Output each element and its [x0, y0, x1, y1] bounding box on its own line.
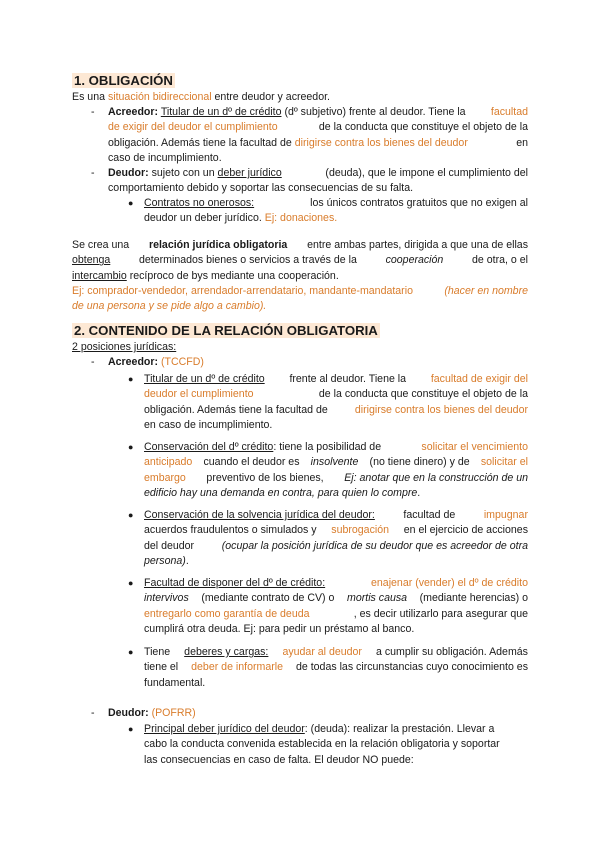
dash-marker: -: [91, 707, 95, 719]
facultad-disponer-item: Facultad de disponer del dº de crédito: enajenar (vender) el dº de crédito intervivos (mediante contrato de CV) o mortis causa (mediante herencias) o entregarlo como garantía de deuda , es decir utilizarlo para asegurar que cumplirá otra deuda. Ej: para pedir un préstamo al banco.: [144, 577, 528, 635]
bullet-marker: ●: [128, 198, 134, 208]
titular-credito-item: Titular de un dº de crédito frente al deudor. Tiene la facultad de exigir del deudor el cumplimiento de la conducta que constituye el objeto de la obligación. Además tiene la facultad de dirigirse contra los bienes del deudor en caso de incumplimiento.: [144, 373, 528, 431]
deberes-cargas-item: Tiene deberes y cargas: ayudar al deudor a cumplir su obligación. Además tiene el deber de informarle de todas las circunstancias cuyo conocimiento es fundamental.: [144, 646, 528, 689]
conservacion-solvencia-item: Conservación de la solvencia jurídica del deudor: facultad de impugnar acuerdos fraudulentos o simulados y subrogación en el ejercicio de acciones del deudor (ocupar la posición jurídica de su deudor que es acreedor de otra persona).: [144, 509, 528, 567]
dash-marker: -: [91, 356, 95, 368]
contratos-no-onerosos: Contratos no onerosos: los únicos contratos gratuitos que no exigen al deudor un deber jurídico. Ej: donaciones.: [144, 197, 528, 225]
acreedor-definition: Acreedor: Titular de un dº de crédito (dº subjetivo) frente al deudor. Tiene la facultad de exigir del deudor el cumplimiento de la conducta que constituye el objeto de la obligación. Además tiene la facultad de dirigirse contra los bienes del deudor en caso de incumplimiento.: [108, 106, 528, 164]
deudor-definition: Deudor: sujeto con un deber jurídico (deuda), que le impone el cumplimiento del comportamiento debido y soportar las consecuencias de su falta.: [108, 167, 528, 195]
intro-paragraph: Es una situación bidireccional entre deudor y acreedor.: [72, 91, 330, 103]
conservacion-credito-item: Conservación del dº crédito: tiene la posibilidad de solicitar el vencimiento anticipado cuando el deudor es insolvente (no tiene dinero) y de solicitar el embargo preventivo de los bienes, Ej: anotar que en la construcción de un edificio hay una demanda en contra, para quien lo compre.: [144, 441, 528, 499]
posiciones-juridicas-label: 2 posiciones jurídicas:: [72, 341, 177, 353]
bullet-marker: ●: [128, 724, 134, 734]
deber-juridico-item: Principal deber jurídico del deudor: (deuda): realizar la prestación. Llevar a cabo la conducta convenida establecida en la relación obligatoria y soportar las consecuencias en caso de falta. El deudor NO puede:: [144, 723, 500, 766]
bullet-marker: ●: [128, 647, 134, 657]
dash-marker: -: [91, 106, 95, 118]
bullet-marker: ●: [128, 442, 134, 452]
deudor-heading: Deudor: (POFRR): [108, 707, 196, 719]
dash-marker: -: [91, 167, 95, 179]
bullet-marker: ●: [128, 510, 134, 520]
relacion-paragraph: Se crea una relación jurídica obligatoria entre ambas partes, dirigida a que una de ellas obtenga determinados bienes o servicios a través de la cooperación de otra, o el intercambio recíproco de bys mediante una cooperación. Ej: comprador-vendedor, arrendador-arrendatario, mandante-mandatario (hacer en nombre de una persona y se pide algo a cambio).: [72, 239, 528, 313]
bullet-marker: ●: [128, 374, 134, 384]
bullet-marker: ●: [128, 578, 134, 588]
section-title-contenido: 2. CONTENIDO DE LA RELACIÓN OBLIGATORIA: [74, 323, 378, 338]
section-title-obligacion: 1. OBLIGACIÓN: [74, 73, 173, 88]
acreedor-heading: Acreedor: (TCCFD): [108, 356, 204, 368]
